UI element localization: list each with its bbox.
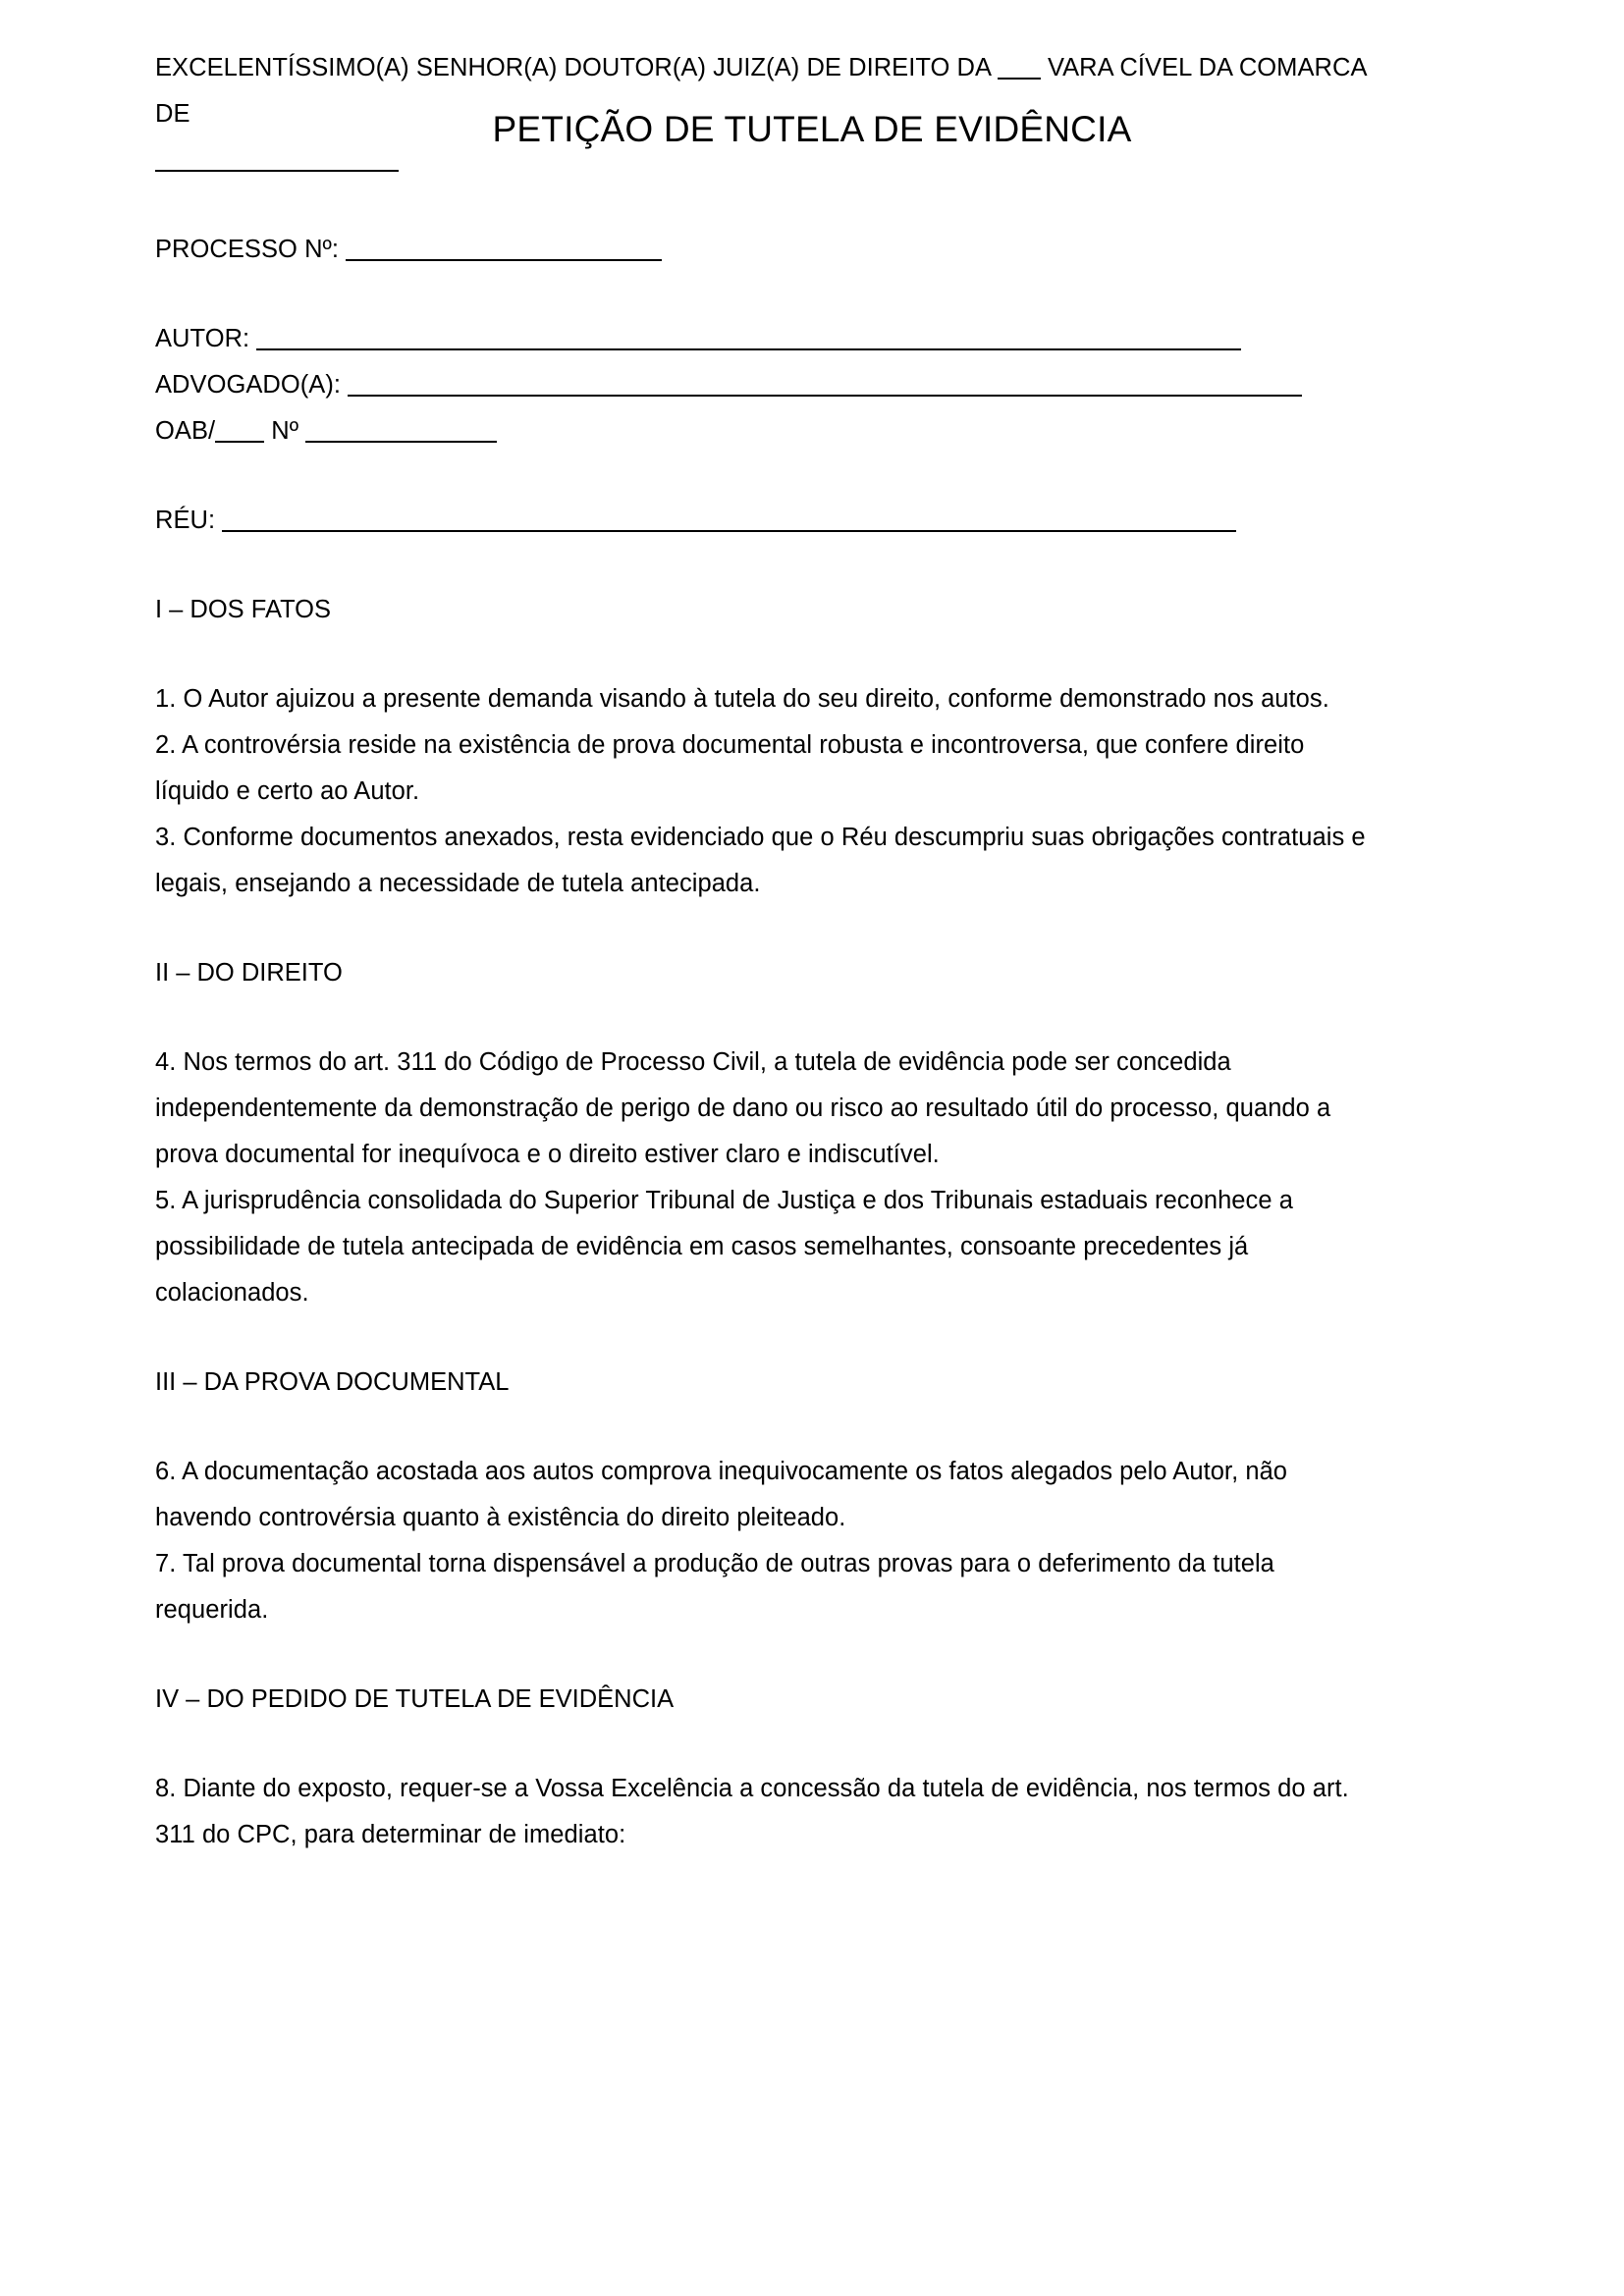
section-i-item-2: 2. A controvérsia reside na existência de prova documental robusta e incontroversa, que confere direito líquido e certo ao Autor.	[155, 731, 1305, 805]
spacer	[155, 1316, 1380, 1360]
comarca-name-blank[interactable]	[155, 170, 399, 172]
spacer	[155, 996, 1380, 1040]
page-title: PETIÇÃO DE TUTELA DE EVIDÊNCIA	[492, 109, 1132, 149]
spacer	[155, 544, 1380, 587]
reu-name-blank[interactable]	[222, 530, 1236, 532]
advogado-line	[155, 362, 1380, 408]
spacer	[155, 454, 1380, 498]
comarca-line	[155, 137, 1380, 184]
spacer	[155, 1406, 1380, 1449]
spacer	[155, 633, 1380, 676]
reu-line	[155, 498, 1380, 544]
spacer	[155, 1723, 1380, 1766]
autor-line	[155, 316, 1380, 362]
section-heading-iii: III – DA PROVA DOCUMENTAL	[155, 1368, 510, 1396]
section-iii-item-6: 6. A documentação acostada aos autos comprova inequivocamente os fatos alegados pelo Autor, não havendo controvérsia quanto à existência do direito pleiteado.	[155, 1458, 1288, 1531]
spacer	[155, 1633, 1380, 1677]
section-i-item-1: 1. O Autor ajuizou a presente demanda visando à tutela do seu direito, conforme demonstrado nos autos.	[155, 685, 1329, 713]
section-ii-item-4: 4. Nos termos do art. 311 do Código de Processo Civil, a tutela de evidência pode ser concedida independentemente da demonstração de perigo de dano ou risco ao resultado útil do processo, quando a prova documental for inequívoca e o direito estiver claro e indiscutível.	[155, 1048, 1331, 1168]
oab-uf-blank[interactable]	[215, 441, 264, 443]
advogado-name-blank[interactable]	[348, 395, 1302, 397]
oab-numero-blank[interactable]	[305, 441, 497, 443]
reu-label: RÉU:	[155, 507, 216, 534]
section-heading-i: I – DOS FATOS	[155, 596, 332, 623]
section-iv-item-8: 8. Diante do exposto, requer-se a Vossa Excelência a concessão da tutela de evidência, nos termos do art. 311 do CPC, para determinar de imediato:	[155, 1775, 1349, 1848]
addressee-line	[155, 45, 1380, 137]
document-body	[155, 0, 1380, 1858]
section-heading-ii: II – DO DIREITO	[155, 959, 343, 987]
spacer	[155, 184, 1380, 227]
oab-numero-label: Nº	[271, 417, 299, 445]
autor-name-blank[interactable]	[256, 348, 1241, 350]
vara-number-blank[interactable]	[998, 78, 1041, 80]
section-iii-item-7: 7. Tal prova documental torna dispensável a produção de outras provas para o deferimento da tutela requerida.	[155, 1550, 1274, 1624]
spacer	[155, 907, 1380, 950]
processo-label: PROCESSO Nº:	[155, 236, 340, 263]
oab-label: OAB/	[155, 417, 216, 445]
oab-line	[155, 408, 1380, 454]
processo-number-blank[interactable]	[346, 259, 662, 261]
section-heading-iv: IV – DO PEDIDO DE TUTELA DE EVIDÊNCIA	[155, 1685, 675, 1713]
section-ii-item-5: 5. A jurisprudência consolidada do Superior Tribunal de Justiça e dos Tribunais estaduais reconhece a possibilidade de tutela antecipada de evidência em casos semelhantes, consoante precedentes já colacionados.	[155, 1187, 1293, 1307]
section-i-item-3: 3. Conforme documentos anexados, resta evidenciado que o Réu descumpriu suas obrigações contratuais e legais, ensejando a necessidade de tutela antecipada.	[155, 824, 1366, 897]
addressee-text-part2: VARA CÍVEL DA COMARCA DE	[155, 54, 1367, 128]
spacer	[155, 273, 1380, 316]
advogado-label: ADVOGADO(A):	[155, 371, 342, 399]
processo-line	[155, 227, 1380, 273]
addressee-text-part1: EXCELENTÍSSIMO(A) SENHOR(A) DOUTOR(A) JUIZ(A) DE DIREITO DA	[155, 54, 991, 81]
autor-label: AUTOR:	[155, 325, 250, 352]
